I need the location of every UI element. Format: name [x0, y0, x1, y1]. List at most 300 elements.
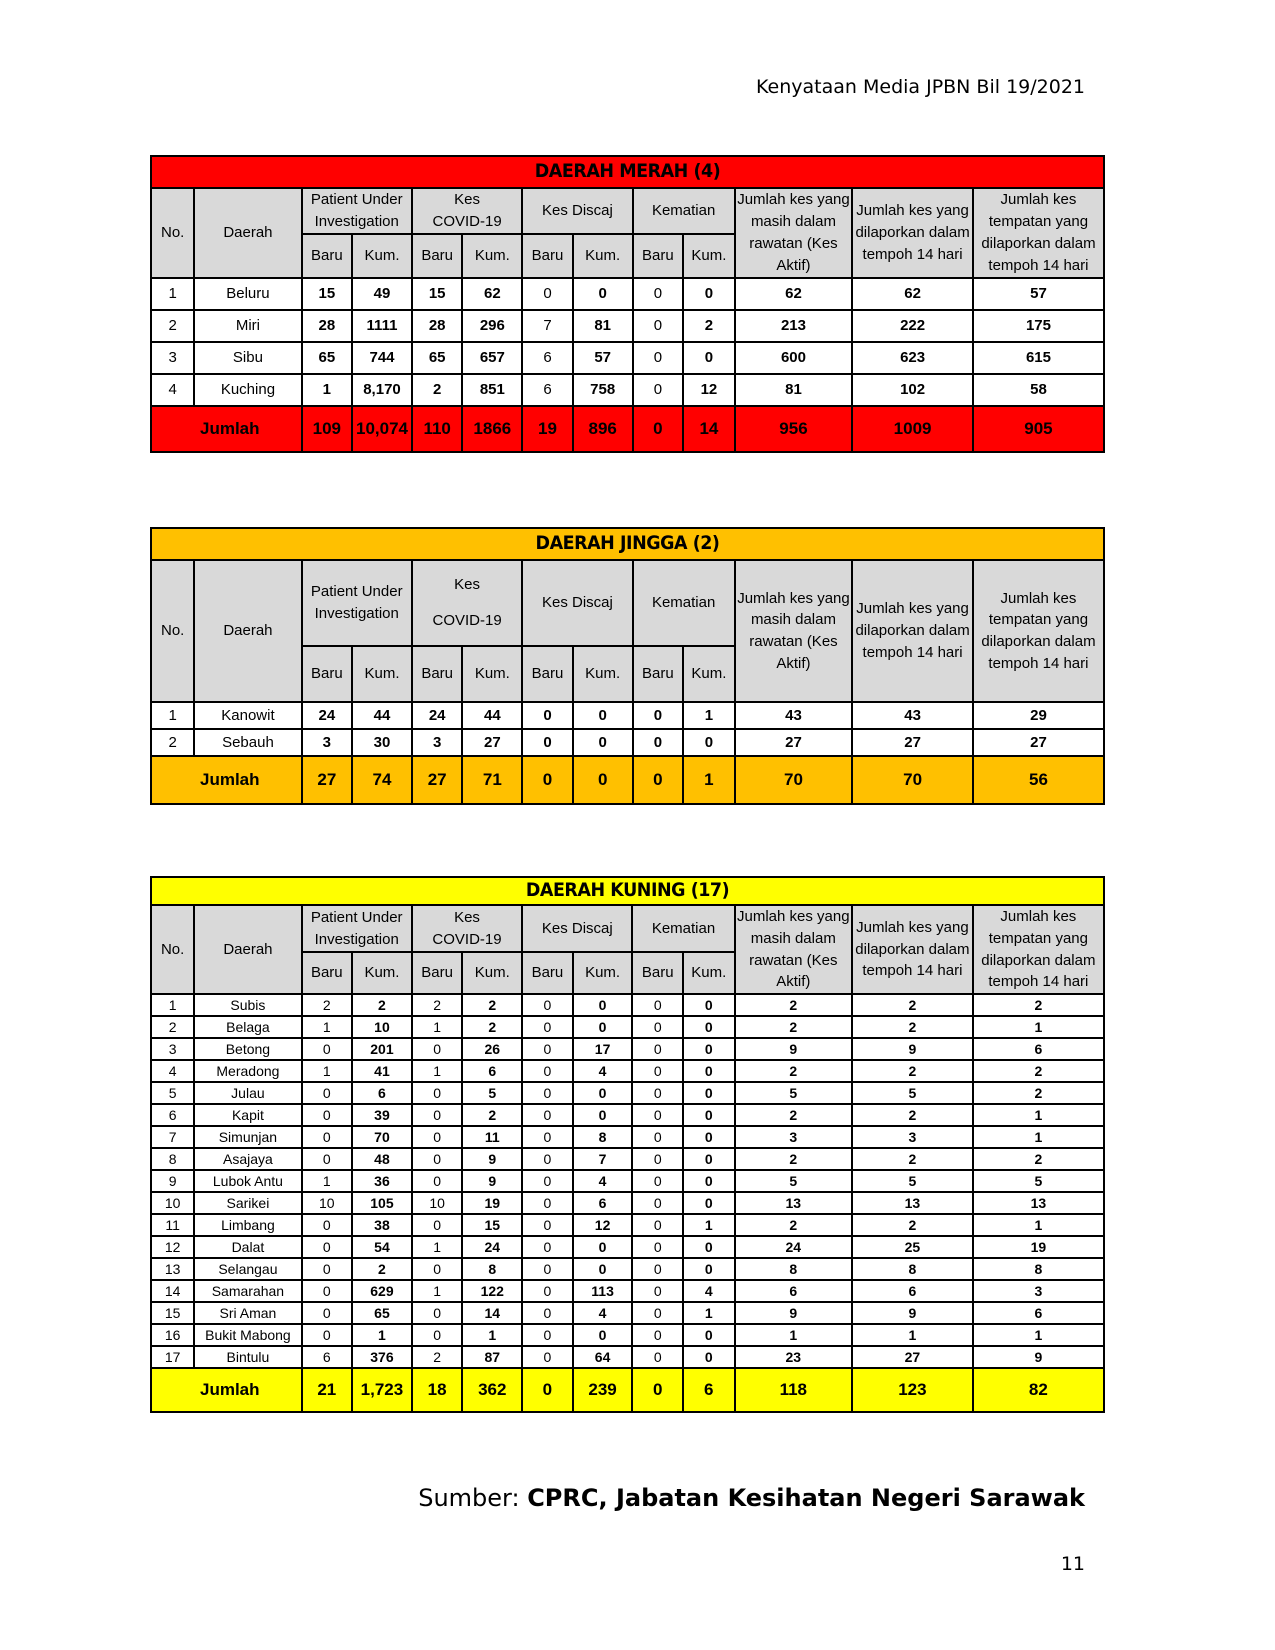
table-jingga [150, 527, 1105, 805]
cell-value: 623 [852, 342, 973, 374]
col-header-kes: Kes [454, 576, 480, 594]
total-value: 1009 [852, 406, 973, 452]
cell-value: 62 [462, 278, 522, 310]
total-row [151, 406, 1104, 452]
cell-value: 8 [735, 1258, 853, 1280]
cell-value: 2 [735, 1214, 853, 1236]
table-row [151, 1170, 1104, 1192]
cell-value: 0 [302, 1280, 353, 1302]
col-header-covid19: COVID-19 [432, 212, 502, 230]
cell-value: 6 [462, 1060, 522, 1082]
cell-value: 81 [735, 374, 853, 406]
cell-value: 0 [573, 1258, 633, 1280]
cell-value: 2 [462, 1104, 522, 1126]
total-value: 74 [352, 756, 412, 804]
col-header-kes: Kes [454, 908, 480, 926]
cell-value: 2 [412, 994, 463, 1016]
row-number: 5 [151, 1082, 194, 1104]
cell-value: 1 [302, 1060, 353, 1082]
row-number: 7 [151, 1126, 194, 1148]
total-value: 21 [302, 1368, 353, 1412]
cell-value: 0 [632, 1104, 683, 1126]
table-row [151, 1346, 1104, 1368]
cell-value: 5 [735, 1082, 853, 1104]
cell-value: 0 [632, 994, 683, 1016]
cell-value: 0 [412, 1324, 463, 1346]
row-number: 11 [151, 1214, 194, 1236]
cell-value: 105 [352, 1192, 412, 1214]
row-number: 2 [151, 729, 194, 756]
district-name: Lubok Antu [194, 1170, 301, 1192]
col-header-baru: Baru [522, 646, 573, 702]
cell-value: 6 [973, 1038, 1104, 1060]
table-title-row [151, 528, 1104, 560]
table-row [151, 342, 1104, 374]
cell-value: 0 [632, 1214, 683, 1236]
cell-value: 0 [683, 1104, 735, 1126]
cell-value: 0 [522, 1214, 573, 1236]
table-row [151, 374, 1104, 406]
district-name: Samarahan [194, 1280, 301, 1302]
table-title [151, 156, 1104, 188]
total-value: 27 [302, 756, 353, 804]
col-header-kum: Kum. [352, 952, 412, 994]
cell-value: 2 [852, 1060, 973, 1082]
cell-value: 0 [632, 1082, 683, 1104]
cell-value: 8 [852, 1258, 973, 1280]
total-value: 71 [462, 756, 522, 804]
cell-value: 4 [573, 1170, 633, 1192]
cell-value: 28 [302, 310, 353, 342]
cell-value: 1 [302, 374, 353, 406]
cell-value: 36 [352, 1170, 412, 1192]
cell-value: 1 [302, 1016, 353, 1038]
cell-value: 0 [522, 1258, 573, 1280]
cell-value: 54 [352, 1236, 412, 1258]
cell-value: 0 [412, 1104, 463, 1126]
total-value: 0 [573, 756, 633, 804]
cell-value: 0 [412, 1038, 463, 1060]
district-name: Simunjan [194, 1126, 301, 1148]
total-value: 19 [522, 406, 573, 452]
cell-value: 23 [735, 1346, 853, 1368]
table-row [151, 1192, 1104, 1214]
cell-value: 10 [412, 1192, 463, 1214]
source-prefix: Sumber: [418, 1484, 528, 1512]
cell-value: 0 [683, 1258, 735, 1280]
cell-value: 6 [573, 1192, 633, 1214]
cell-value: 657 [462, 342, 522, 374]
total-value: 27 [412, 756, 463, 804]
cell-value: 0 [412, 1302, 463, 1324]
total-value: 905 [973, 406, 1104, 452]
district-name: Subis [194, 994, 301, 1016]
cell-value: 0 [683, 729, 735, 756]
cell-value: 7 [522, 310, 573, 342]
cell-value: 28 [412, 310, 463, 342]
cell-value: 1 [462, 1324, 522, 1346]
district-name: Bintulu [194, 1346, 301, 1368]
col-header-no: No. [151, 188, 194, 278]
district-name: Belaga [194, 1016, 301, 1038]
cell-value: 2 [852, 1148, 973, 1170]
total-value: 82 [973, 1368, 1104, 1412]
cell-value: 0 [573, 1236, 633, 1258]
col-header-aktif: Jumlah kes yang masih dalam rawatan (Kes Aktif) [735, 905, 853, 994]
cell-value: 0 [522, 278, 573, 310]
col-header-dilaporkan: Jumlah kes yang dilaporkan dalam tempoh 14 hari [852, 560, 973, 702]
col-header-daerah: Daerah [194, 905, 301, 994]
cell-value: 0 [632, 1060, 683, 1082]
cell-value: 0 [632, 1302, 683, 1324]
cell-value: 9 [852, 1038, 973, 1060]
cell-value: 1 [973, 1016, 1104, 1038]
cell-value: 0 [522, 1016, 573, 1038]
cell-value: 44 [352, 702, 412, 729]
cell-value: 9 [735, 1302, 853, 1324]
cell-value: 24 [462, 1236, 522, 1258]
cell-value: 0 [302, 1104, 353, 1126]
cell-value: 2 [302, 994, 353, 1016]
total-value: 118 [735, 1368, 853, 1412]
total-value: 123 [852, 1368, 973, 1412]
cell-value: 15 [412, 278, 463, 310]
cell-value: 13 [852, 1192, 973, 1214]
col-header-discaj: Kes Discaj [522, 188, 632, 234]
cell-value: 0 [412, 1214, 463, 1236]
cell-value: 15 [302, 278, 353, 310]
table-row [151, 310, 1104, 342]
cell-value: 0 [522, 1038, 573, 1060]
col-header-daerah: Daerah [194, 560, 301, 702]
col-header-kum: Kum. [573, 234, 633, 278]
table-row [151, 1148, 1104, 1170]
cell-value: 0 [632, 1280, 683, 1302]
cell-value: 2 [852, 1214, 973, 1236]
table-row [151, 1016, 1104, 1038]
total-value: 18 [412, 1368, 463, 1412]
total-value: 956 [735, 406, 853, 452]
cell-value: 600 [735, 342, 853, 374]
col-header-discaj: Kes Discaj [522, 905, 632, 952]
cell-value: 1111 [352, 310, 412, 342]
cell-value: 0 [683, 1016, 735, 1038]
row-number: 6 [151, 1104, 194, 1126]
cell-value: 6 [302, 1346, 353, 1368]
row-number: 17 [151, 1346, 194, 1368]
cell-value: 9 [462, 1170, 522, 1192]
cell-value: 0 [633, 278, 684, 310]
cell-value: 48 [352, 1148, 412, 1170]
total-value: 1,723 [352, 1368, 412, 1412]
cell-value: 0 [633, 729, 684, 756]
cell-value: 6 [352, 1082, 412, 1104]
row-number: 14 [151, 1280, 194, 1302]
col-header-aktif: Jumlah kes yang masih dalam rawatan (Kes Aktif) [735, 560, 853, 702]
table-row [151, 278, 1104, 310]
cell-value: 1 [735, 1324, 853, 1346]
row-number: 16 [151, 1324, 194, 1346]
col-header-baru: Baru [412, 952, 463, 994]
district-name: Kanowit [194, 702, 301, 729]
total-label: Jumlah [151, 406, 302, 452]
cell-value: 2 [412, 1346, 463, 1368]
col-header-kematian: Kematian [632, 905, 734, 952]
cell-value: 2 [735, 1104, 853, 1126]
cell-value: 1 [973, 1324, 1104, 1346]
col-header-kematian: Kematian [633, 560, 735, 646]
cell-value: 2 [973, 994, 1104, 1016]
total-value: 896 [573, 406, 633, 452]
cell-value: 0 [522, 1280, 573, 1302]
row-number: 1 [151, 994, 194, 1016]
cell-value: 0 [633, 342, 684, 374]
table-kuning [150, 876, 1105, 1413]
table-row [151, 1258, 1104, 1280]
cell-value: 0 [522, 1126, 573, 1148]
col-header-kum: Kum. [352, 234, 412, 278]
district-name: Selangau [194, 1258, 301, 1280]
cell-value: 0 [632, 1346, 683, 1368]
cell-value: 0 [632, 1324, 683, 1346]
cell-value: 102 [852, 374, 973, 406]
district-name: Limbang [194, 1214, 301, 1236]
cell-value: 758 [573, 374, 633, 406]
total-value: 0 [632, 1368, 683, 1412]
col-header-no: No. [151, 560, 194, 702]
district-name: Julau [194, 1082, 301, 1104]
row-number: 3 [151, 342, 194, 374]
cell-value: 1 [683, 702, 735, 729]
col-header-baru: Baru [633, 646, 684, 702]
row-number: 2 [151, 1016, 194, 1038]
cell-value: 4 [683, 1280, 735, 1302]
cell-value: 9 [852, 1302, 973, 1324]
cell-value: 9 [973, 1346, 1104, 1368]
cell-value: 0 [632, 1148, 683, 1170]
col-header-baru: Baru [302, 646, 353, 702]
cell-value: 49 [352, 278, 412, 310]
cell-value: 0 [412, 1082, 463, 1104]
cell-value: 24 [735, 1236, 853, 1258]
cell-value: 0 [683, 1170, 735, 1192]
col-header-kum: Kum. [462, 646, 522, 702]
cell-value: 3 [973, 1280, 1104, 1302]
table-row [151, 1324, 1104, 1346]
page-number: 11 [1060, 1553, 1085, 1575]
total-value: 6 [683, 1368, 735, 1412]
cell-value: 39 [352, 1104, 412, 1126]
cell-value: 7 [573, 1148, 633, 1170]
cell-value: 57 [973, 278, 1104, 310]
cell-value: 0 [522, 1148, 573, 1170]
cell-value: 1 [683, 1302, 735, 1324]
cell-value: 5 [852, 1082, 973, 1104]
cell-value: 2 [735, 1060, 853, 1082]
col-header-no: No. [151, 905, 194, 994]
total-value: 56 [973, 756, 1104, 804]
row-number: 2 [151, 310, 194, 342]
cell-value: 3 [735, 1126, 853, 1148]
cell-value: 222 [852, 310, 973, 342]
total-row [151, 756, 1104, 804]
col-header-baru: Baru [302, 952, 353, 994]
total-value: 110 [412, 406, 463, 452]
cell-value: 27 [852, 729, 973, 756]
row-number: 15 [151, 1302, 194, 1324]
cell-value: 0 [302, 1038, 353, 1060]
table-row [151, 994, 1104, 1016]
cell-value: 19 [973, 1236, 1104, 1258]
table-title-text: DAERAH KUNING (17) [525, 879, 730, 902]
cell-value: 62 [852, 278, 973, 310]
table-row [151, 1214, 1104, 1236]
district-name: Sebauh [194, 729, 301, 756]
table-title-text: DAERAH MERAH (4) [534, 160, 721, 183]
cell-value: 0 [412, 1126, 463, 1148]
cell-value: 0 [302, 1148, 353, 1170]
cell-value: 629 [352, 1280, 412, 1302]
cell-value: 2 [852, 1016, 973, 1038]
district-name: Sarikei [194, 1192, 301, 1214]
col-header-baru: Baru [632, 952, 683, 994]
cell-value: 0 [573, 1016, 633, 1038]
cell-value: 201 [352, 1038, 412, 1060]
cell-value: 27 [735, 729, 853, 756]
cell-value: 2 [462, 994, 522, 1016]
cell-value: 65 [352, 1302, 412, 1324]
cell-value: 0 [683, 1038, 735, 1060]
col-header-dilaporkan: Jumlah kes yang dilaporkan dalam tempoh 14 hari [852, 905, 973, 994]
col-header-tempatan: Jumlah kes tempatan yang dilaporkan dalam tempoh 14 hari [973, 188, 1104, 278]
row-number: 1 [151, 702, 194, 729]
cell-value: 2 [973, 1060, 1104, 1082]
col-header-covid19: COVID-19 [432, 930, 502, 948]
total-value: 0 [522, 756, 573, 804]
cell-value: 19 [462, 1192, 522, 1214]
cell-value: 6 [973, 1302, 1104, 1324]
col-header-discaj: Kes Discaj [522, 560, 632, 646]
cell-value: 1 [683, 1214, 735, 1236]
cell-value: 70 [352, 1126, 412, 1148]
cell-value: 2 [735, 1148, 853, 1170]
cell-value: 0 [522, 1104, 573, 1126]
table-row [151, 1126, 1104, 1148]
cell-value: 0 [683, 1060, 735, 1082]
cell-value: 6 [735, 1280, 853, 1302]
cell-value: 1 [973, 1104, 1104, 1126]
cell-value: 38 [352, 1214, 412, 1236]
cell-value: 0 [522, 1082, 573, 1104]
cell-value: 1 [412, 1060, 463, 1082]
col-header-kum: Kum. [683, 952, 735, 994]
total-value: 70 [852, 756, 973, 804]
cell-value: 1 [852, 1324, 973, 1346]
cell-value: 2 [852, 1104, 973, 1126]
cell-value: 5 [852, 1170, 973, 1192]
cell-value: 0 [632, 1170, 683, 1192]
cell-value: 2 [735, 994, 853, 1016]
cell-value: 11 [462, 1126, 522, 1148]
cell-value: 1 [302, 1170, 353, 1192]
cell-value: 15 [462, 1214, 522, 1236]
cell-value: 1 [412, 1280, 463, 1302]
cell-value: 87 [462, 1346, 522, 1368]
header-row [151, 905, 1104, 952]
district-name: Dalat [194, 1236, 301, 1258]
cell-value: 81 [573, 310, 633, 342]
cell-value: 65 [412, 342, 463, 374]
cell-value: 744 [352, 342, 412, 374]
total-value: 1 [683, 756, 735, 804]
cell-value: 30 [352, 729, 412, 756]
cell-value: 0 [683, 1236, 735, 1258]
table-row [151, 1038, 1104, 1060]
cell-value: 0 [683, 1126, 735, 1148]
cell-value: 0 [522, 1324, 573, 1346]
cell-value: 3 [412, 729, 463, 756]
cell-value: 12 [573, 1214, 633, 1236]
cell-value: 3 [302, 729, 353, 756]
cell-value: 2 [352, 1258, 412, 1280]
cell-value: 5 [973, 1170, 1104, 1192]
cell-value: 2 [973, 1082, 1104, 1104]
table-title-text: DAERAH JINGGA (2) [535, 532, 720, 555]
col-header-kum: Kum. [573, 646, 633, 702]
row-number: 1 [151, 278, 194, 310]
district-name: Sibu [194, 342, 301, 374]
total-label: Jumlah [151, 1368, 302, 1412]
cell-value: 0 [522, 1170, 573, 1192]
cell-value: 0 [683, 1148, 735, 1170]
cell-value: 1 [412, 1236, 463, 1258]
cell-value: 57 [573, 342, 633, 374]
district-name: Beluru [194, 278, 301, 310]
cell-value: 296 [462, 310, 522, 342]
district-name: Asajaya [194, 1148, 301, 1170]
cell-value: 0 [633, 374, 684, 406]
total-label: Jumlah [151, 756, 302, 804]
col-header-kum: Kum. [462, 952, 522, 994]
row-number: 13 [151, 1258, 194, 1280]
cell-value: 2 [683, 310, 735, 342]
row-number: 10 [151, 1192, 194, 1214]
cell-value: 58 [973, 374, 1104, 406]
cell-value: 2 [352, 994, 412, 1016]
col-header-baru: Baru [522, 952, 573, 994]
table-title-row [151, 156, 1104, 188]
district-name: Sri Aman [194, 1302, 301, 1324]
total-row [151, 1368, 1104, 1412]
cell-value: 6 [522, 374, 573, 406]
district-name: Miri [194, 310, 301, 342]
table-row [151, 1104, 1104, 1126]
cell-value: 1 [973, 1126, 1104, 1148]
cell-value: 62 [735, 278, 853, 310]
cell-value: 2 [852, 994, 973, 1016]
table-title-row [151, 877, 1104, 905]
cell-value: 6 [522, 342, 573, 374]
cell-value: 0 [302, 1126, 353, 1148]
header-row [151, 188, 1104, 234]
col-header-baru: Baru [412, 234, 463, 278]
cell-value: 0 [302, 1082, 353, 1104]
cell-value: 0 [683, 1192, 735, 1214]
cell-value: 0 [302, 1324, 353, 1346]
col-header-aktif: Jumlah kes yang masih dalam rawatan (Kes Aktif) [735, 188, 853, 278]
cell-value: 27 [462, 729, 522, 756]
cell-value: 25 [852, 1236, 973, 1258]
